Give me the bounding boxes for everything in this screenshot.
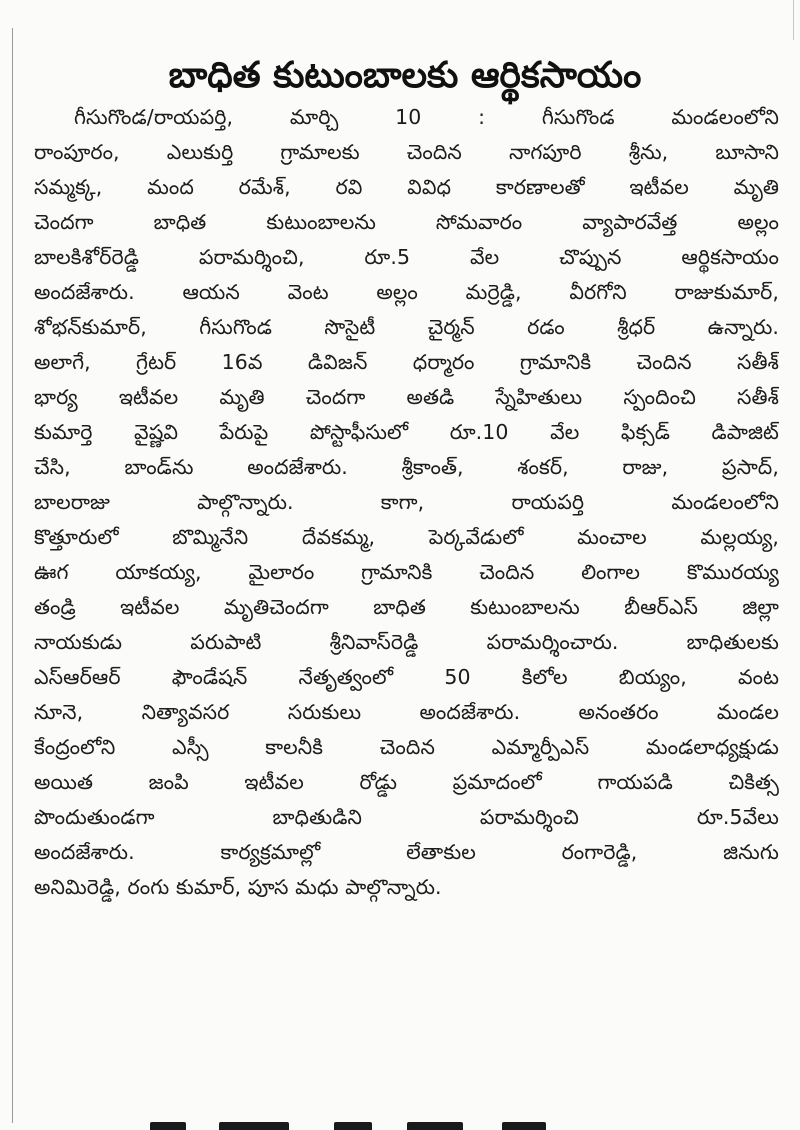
article-line: భార్య ఇటీవల మృతి చెందగా అతడి స్నేహితులు స్పందించి సతీశ్ bbox=[34, 385, 779, 409]
article-line: అయిత జంపి ఇటీవల రోడ్డు ప్రమాదంలో గాయపడి చికిత్స bbox=[34, 770, 779, 794]
article-line: నూనె, నిత్యావసర సరుకులు అందజేశారు. అనంతరం మండల bbox=[34, 700, 779, 724]
article-line: ఎస్ఆర్ఆర్ ఫౌండేషన్ నేతృత్వంలో 50 కిలోల బియ్యం, వంట bbox=[34, 665, 779, 689]
article-line: కుమార్తె వైష్ణవి పేరుపై పోస్టాఫీసులో రూ.10 వేల ఫిక్సడ్ డిపాజిట్ bbox=[34, 420, 779, 444]
article-line: కొత్తూరులో బొమ్మినేని దేవకమ్మ, పెర్కవేడులో మంచాల మల్లయ్య, bbox=[34, 525, 779, 549]
article-line: అందజేశారు. కార్యక్రమాల్లో లేతాకుల రంగారెడ్డి, జినుగు bbox=[34, 840, 779, 864]
article-line: బాలరాజు పాల్గొన్నారు. కాగా, రాయపర్తి మండలంలోని bbox=[34, 490, 779, 514]
article-line: రాంపూరం, ఎలుకుర్తి గ్రామాలకు చెందిన నాగపూరి శ్రీను, బూసాని bbox=[34, 140, 779, 164]
article-line: చెందగా బాధిత కుటుంబాలను సోమవారం వ్యాపారవేత్త అల్లం bbox=[34, 210, 779, 234]
article-line: గీసుగొండ/రాయపర్తి, మార్చి 10 : గీసుగొండ మండలంలోని bbox=[74, 105, 779, 129]
article-line: అనిమిరెడ్డి, రంగు కుమార్, పూస మధు పాల్గొన్నారు. bbox=[34, 875, 442, 899]
article-line: సమ్మక్క, మంద రమేశ్, రవి వివిధ కారణాలతో ఇటీవల మృతి bbox=[34, 175, 779, 199]
article-line: అందజేశారు. ఆయన వెంట అల్లం మర్రెడ్డి, వీరగోని రాజుకుమార్, bbox=[34, 280, 779, 304]
article-line: కేంద్రంలోని ఎస్సీ కాలనీకి చెందిన ఎమ్మార్పీఎస్ మండలాధ్యక్షుడు bbox=[34, 735, 779, 759]
article-line: ఊగ యాకయ్య, మైలారం గ్రామానికి చెందిన లింగాల కొమురయ్య bbox=[34, 560, 779, 584]
article-line: అలాగే, గ్రేటర్ 16వ డివిజన్ ధర్మారం గ్రామానికి చెందిన సతీశ్ bbox=[34, 350, 779, 374]
article-line: బాలకిశోర్‌రెడ్డి పరామర్శించి, రూ.5 వేల చొప్పున ఆర్థికసాయం bbox=[34, 245, 779, 269]
article-line: పొందుతుండగా బాధితుడిని పరామర్శించి రూ.5వేలు bbox=[34, 805, 779, 829]
article-body bbox=[34, 100, 779, 905]
article-line: చేసి, బాండ్‌ను అందజేశారు. శ్రీకాంత్, శంకర్, రాజు, ప్రసాద్, bbox=[34, 455, 779, 479]
headline: బాధిత కుటుంబాలకు ఆర్థికసాయం bbox=[168, 55, 642, 97]
article-line: నాయకుడు పరుపాటి శ్రీనివాస్‌రెడ్డి పరామర్శించారు. బాధితులకు bbox=[34, 630, 779, 654]
article-line: తండ్రి ఇటీవల మృతిచెందగా బాధిత కుటుంబాలను బీఆర్ఎస్ జిల్లా bbox=[34, 595, 779, 619]
column-divider-right bbox=[793, 0, 794, 40]
next-headline-cut-off bbox=[150, 1116, 630, 1130]
column-divider-left bbox=[12, 28, 13, 1123]
article-line: శోభన్‌కుమార్, గీసుగొండ సొసైటీ చైర్మన్ రడం శ్రీధర్ ఉన్నారు. bbox=[34, 315, 779, 339]
